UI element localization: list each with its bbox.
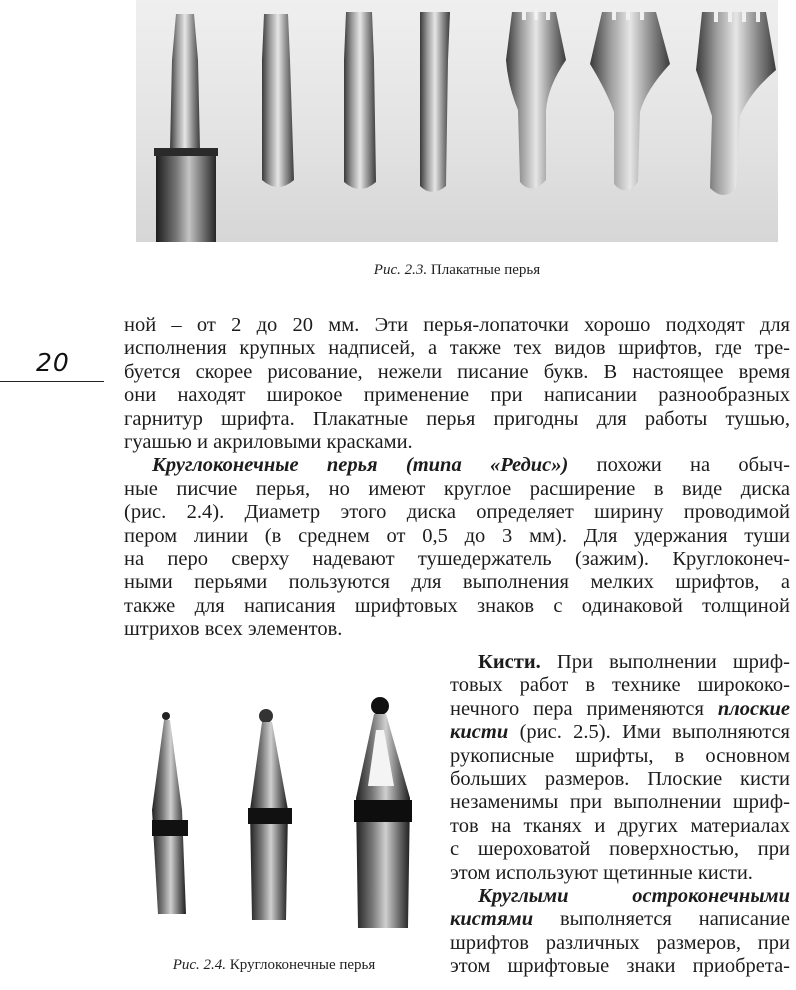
text-line: шрифтов различных размеров, при bbox=[450, 931, 790, 954]
text-line: пером линии (в среднем от 0,5 до 3 мм). Для удержания туши bbox=[124, 524, 790, 547]
figure-2-4-title: Круглоконечные перья bbox=[229, 957, 376, 973]
figure-2-4-label: Рис. 2.4. bbox=[172, 957, 227, 973]
term-flat: плоские bbox=[717, 697, 790, 720]
figure-2-3-title: Плакатные перья bbox=[430, 262, 541, 278]
text-line: ными перьями пользуются для выполнения мелких шрифтов, а bbox=[124, 571, 790, 594]
text-line: гуашью и акриловыми красками. bbox=[124, 430, 413, 453]
figure-2-4-caption bbox=[124, 957, 424, 974]
round-pen-3 bbox=[354, 697, 412, 928]
text-line bbox=[450, 651, 790, 674]
text-run: При выполнении шриф- bbox=[540, 651, 790, 673]
text-line: этом шрифтовые знаки приобрета- bbox=[450, 955, 790, 978]
text-run: похожи на обыч- bbox=[568, 454, 790, 477]
text-line: больших размеров. Плоские кисти bbox=[450, 767, 790, 790]
text-line bbox=[450, 885, 790, 908]
page-number-rule bbox=[0, 381, 104, 382]
figure-2-3-caption bbox=[136, 262, 778, 279]
text-line: этом используют щетинные кисти. bbox=[450, 861, 753, 884]
text-line: штрихов всех элементов. bbox=[124, 618, 343, 641]
poster-pens-photo bbox=[136, 0, 778, 242]
text-line: буется скорее рисование, нежели писание букв. В настоящее время bbox=[124, 360, 790, 383]
main-text bbox=[124, 314, 790, 641]
poster-pen-1 bbox=[154, 14, 218, 242]
side-text bbox=[450, 651, 790, 978]
text-run: выполняется написание bbox=[533, 908, 790, 931]
text-line bbox=[450, 698, 790, 721]
term-round-pointed: Круглыми остроконечными bbox=[478, 884, 790, 907]
term-brushes-round: кистями bbox=[450, 908, 534, 931]
figure-2-3-label: Рис. 2.3. bbox=[373, 262, 428, 278]
text-run: нечного пера применяются bbox=[450, 697, 718, 720]
text-line: также для написания шрифтовых знаков с одинаковой толщиной bbox=[124, 594, 790, 617]
text-run: (рис. 2.5). Ими выполняются bbox=[508, 721, 790, 744]
round-pen-1 bbox=[152, 712, 188, 914]
page-number: 20 bbox=[36, 348, 70, 377]
text-line: с шероховатой поверхностью, при bbox=[450, 838, 790, 861]
poster-pen-3 bbox=[344, 12, 376, 189]
round-pen-2 bbox=[248, 709, 292, 920]
text-line: товых работ в технике ширококо- bbox=[450, 674, 790, 697]
poster-pen-7 bbox=[696, 10, 776, 195]
text-line: рукописные шрифты, в основном bbox=[450, 744, 790, 767]
text-line bbox=[450, 908, 790, 931]
text-line bbox=[124, 454, 790, 477]
text-line: тов на тканях и других материалах bbox=[450, 814, 790, 837]
poster-pen-2 bbox=[262, 14, 294, 187]
text-line: гарнитур шрифта. Плакатные перья пригодны для работы тушью, bbox=[124, 407, 790, 430]
text-line bbox=[450, 721, 790, 744]
term-brushes-flat: кисти bbox=[450, 721, 509, 744]
term-brushes: Кисти. bbox=[478, 651, 541, 673]
text-line: они находят широкое применение при написании разнообразных bbox=[124, 384, 790, 407]
text-line: ные писчие перья, но имеют круглое расширение в виде диска bbox=[124, 477, 790, 500]
text-line: незаменимы при выполнении шриф- bbox=[450, 791, 790, 814]
poster-pen-5 bbox=[506, 10, 566, 189]
text-line: на перо сверху надевают тушедержатель (зажим). Круглоконеч- bbox=[124, 547, 790, 570]
round-pens-photo bbox=[124, 680, 424, 932]
text-line: (рис. 2.4). Диаметр этого диска определяет ширину проводимой bbox=[124, 501, 790, 524]
term-round-pens: Круглоконечные перья (типа «Редис») bbox=[152, 454, 569, 477]
text-line: исполнения крупных надписей, а также тех видов шрифтов, где тре- bbox=[124, 337, 790, 360]
text-line: ной – от 2 до 20 мм. Эти перья-лопаточки хорошо подходят для bbox=[124, 314, 790, 336]
poster-pen-6 bbox=[590, 10, 670, 191]
poster-pen-4 bbox=[420, 12, 450, 192]
